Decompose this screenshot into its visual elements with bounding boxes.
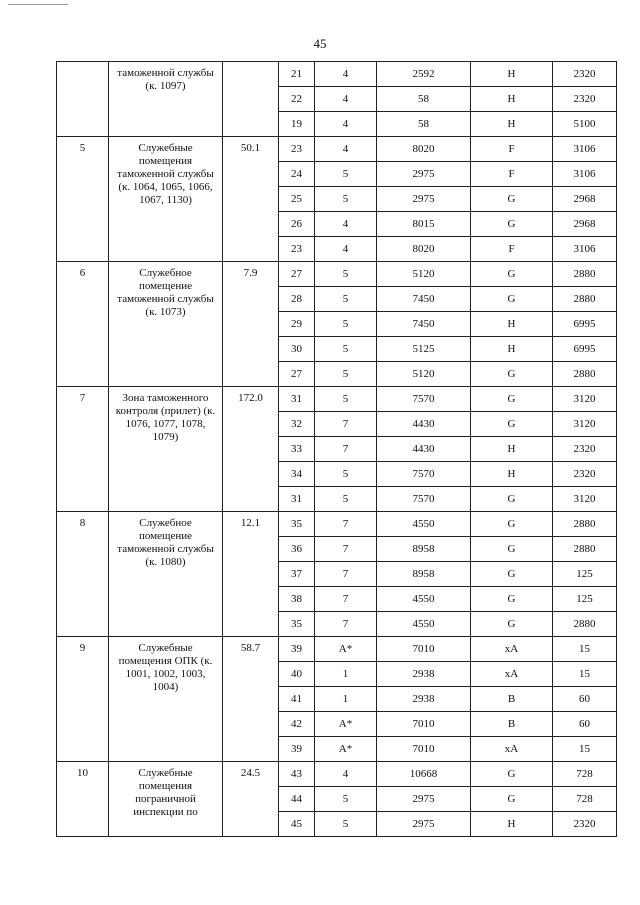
value-cell-col-5: 728 [553,787,617,812]
value-cell-col-2: 5 [315,312,377,337]
value-cell-col-3: 4550 [377,612,471,637]
room-description-cell: Служебное помещение таможенной службы (к. 1073) [109,262,223,387]
value-cell-col-5: 2968 [553,187,617,212]
value-cell-col-4: F [471,137,553,162]
value-cell-col-5: 2880 [553,512,617,537]
value-cell-col-3: 10668 [377,762,471,787]
room-area-cell: 172.0 [223,387,279,512]
value-cell-col-2: 4 [315,212,377,237]
value-cell-col-4: H [471,112,553,137]
value-cell-col-4: G [471,387,553,412]
table-row [57,512,617,537]
room-description-cell: Зона таможенного контроля (прилет) (к. 1076, 1077, 1078, 1079) [109,387,223,512]
value-cell-col-1: 41 [279,687,315,712]
value-cell-col-1: 34 [279,462,315,487]
page-number: 45 [313,36,327,51]
value-cell-col-2: 5 [315,187,377,212]
value-cell-col-1: 45 [279,812,315,837]
value-cell-col-4: F [471,237,553,262]
value-cell-col-3: 7010 [377,737,471,762]
value-cell-col-1: 37 [279,562,315,587]
value-cell-col-2: 7 [315,587,377,612]
value-cell-col-5: 3106 [553,137,617,162]
value-cell-col-1: 33 [279,437,315,462]
value-cell-col-2: 4 [315,237,377,262]
value-cell-col-3: 2975 [377,187,471,212]
value-cell-col-5: 6995 [553,312,617,337]
value-cell-col-5: 2968 [553,212,617,237]
value-cell-col-1: 35 [279,612,315,637]
value-cell-col-5: 2880 [553,537,617,562]
value-cell-col-4: G [471,612,553,637]
value-cell-col-2: A* [315,737,377,762]
value-cell-col-1: 42 [279,712,315,737]
value-cell-col-4: H [471,812,553,837]
value-cell-col-3: 7570 [377,487,471,512]
value-cell-col-2: 4 [315,62,377,87]
value-cell-col-3: 58 [377,87,471,112]
value-cell-col-1: 39 [279,637,315,662]
room-description-cell: Служебные помещения пограничной инспекции по [109,762,223,837]
value-cell-col-1: 35 [279,512,315,537]
value-cell-col-5: 3120 [553,387,617,412]
value-cell-col-4: H [471,462,553,487]
value-cell-col-3: 7010 [377,637,471,662]
room-area-cell: 50.1 [223,137,279,262]
value-cell-col-3: 4550 [377,587,471,612]
room-number-cell: 7 [57,387,109,512]
value-cell-col-1: 25 [279,187,315,212]
value-cell-col-1: 43 [279,762,315,787]
value-cell-col-4: G [471,512,553,537]
value-cell-col-1: 24 [279,162,315,187]
room-area-cell: 7.9 [223,262,279,387]
value-cell-col-1: 19 [279,112,315,137]
value-cell-col-4: G [471,362,553,387]
value-cell-col-1: 21 [279,62,315,87]
value-cell-col-1: 28 [279,287,315,312]
value-cell-col-4: G [471,212,553,237]
room-number-cell: 9 [57,637,109,762]
table-row [57,262,617,287]
room-area-cell [223,62,279,137]
value-cell-col-3: 7450 [377,287,471,312]
value-cell-col-5: 3106 [553,237,617,262]
room-number-cell: 5 [57,137,109,262]
value-cell-col-5: 125 [553,562,617,587]
value-cell-col-3: 4550 [377,512,471,537]
scan-corner-mark [8,4,68,5]
value-cell-col-3: 8020 [377,137,471,162]
value-cell-col-2: A* [315,712,377,737]
room-description-cell: Служебные помещения таможенной службы (к. 1064, 1065, 1066, 1067, 1130) [109,137,223,262]
value-cell-col-2: 4 [315,137,377,162]
room-number-cell: 10 [57,762,109,837]
room-number-cell: 8 [57,512,109,637]
value-cell-col-3: 8958 [377,537,471,562]
value-cell-col-1: 23 [279,137,315,162]
value-cell-col-1: 27 [279,262,315,287]
value-cell-col-3: 2592 [377,62,471,87]
value-cell-col-3: 7010 [377,712,471,737]
value-cell-col-1: 27 [279,362,315,387]
value-cell-col-2: 7 [315,412,377,437]
value-cell-col-5: 3120 [553,412,617,437]
room-number-cell [57,62,109,137]
value-cell-col-2: 5 [315,287,377,312]
value-cell-col-3: 8020 [377,237,471,262]
value-cell-col-2: 5 [315,812,377,837]
value-cell-col-2: 5 [315,362,377,387]
value-cell-col-1: 44 [279,787,315,812]
value-cell-col-2: 5 [315,387,377,412]
value-cell-col-4: G [471,787,553,812]
value-cell-col-3: 5120 [377,362,471,387]
value-cell-col-4: G [471,487,553,512]
room-description-cell: таможенной службы (к. 1097) [109,62,223,137]
value-cell-col-2: 5 [315,162,377,187]
value-cell-col-4: G [471,412,553,437]
table-row [57,637,617,662]
value-cell-col-1: 40 [279,662,315,687]
value-cell-col-5: 2320 [553,62,617,87]
value-cell-col-4: H [471,87,553,112]
value-cell-col-5: 2320 [553,437,617,462]
value-cell-col-5: 2320 [553,812,617,837]
value-cell-col-3: 58 [377,112,471,137]
table-row [57,762,617,787]
table-row [57,387,617,412]
zones-table [56,61,617,837]
value-cell-col-3: 7570 [377,462,471,487]
value-cell-col-4: G [471,562,553,587]
value-cell-col-2: 7 [315,512,377,537]
value-cell-col-5: 125 [553,587,617,612]
value-cell-col-2: 7 [315,562,377,587]
value-cell-col-4: B [471,687,553,712]
value-cell-col-4: xA [471,637,553,662]
value-cell-col-1: 26 [279,212,315,237]
value-cell-col-4: H [471,437,553,462]
value-cell-col-1: 39 [279,737,315,762]
value-cell-col-1: 31 [279,387,315,412]
value-cell-col-5: 2320 [553,87,617,112]
value-cell-col-3: 2975 [377,162,471,187]
value-cell-col-1: 36 [279,537,315,562]
value-cell-col-5: 2880 [553,262,617,287]
value-cell-col-2: 5 [315,337,377,362]
value-cell-col-2: 4 [315,112,377,137]
value-cell-col-3: 2938 [377,687,471,712]
value-cell-col-2: 5 [315,787,377,812]
value-cell-col-5: 2320 [553,462,617,487]
value-cell-col-2: 7 [315,437,377,462]
value-cell-col-3: 2975 [377,787,471,812]
value-cell-col-3: 7570 [377,387,471,412]
value-cell-col-2: 7 [315,612,377,637]
value-cell-col-4: H [471,312,553,337]
value-cell-col-5: 3106 [553,162,617,187]
table-row [57,137,617,162]
room-description-cell: Служебные помещения ОПК (к. 1001, 1002, 1003, 1004) [109,637,223,762]
value-cell-col-1: 22 [279,87,315,112]
room-area-cell: 24.5 [223,762,279,837]
value-cell-col-3: 5120 [377,262,471,287]
value-cell-col-1: 38 [279,587,315,612]
value-cell-col-5: 3120 [553,487,617,512]
value-cell-col-2: 4 [315,762,377,787]
value-cell-col-1: 29 [279,312,315,337]
value-cell-col-4: H [471,62,553,87]
value-cell-col-3: 4430 [377,437,471,462]
value-cell-col-1: 30 [279,337,315,362]
value-cell-col-5: 2880 [553,287,617,312]
value-cell-col-5: 15 [553,637,617,662]
value-cell-col-4: xA [471,662,553,687]
value-cell-col-4: G [471,262,553,287]
table-row [57,62,617,87]
value-cell-col-2: 5 [315,487,377,512]
value-cell-col-5: 2880 [553,612,617,637]
value-cell-col-5: 60 [553,712,617,737]
value-cell-col-4: G [471,187,553,212]
value-cell-col-2: 1 [315,687,377,712]
value-cell-col-3: 7450 [377,312,471,337]
value-cell-col-5: 6995 [553,337,617,362]
value-cell-col-5: 2880 [553,362,617,387]
value-cell-col-5: 60 [553,687,617,712]
value-cell-col-2: 1 [315,662,377,687]
value-cell-col-4: G [471,537,553,562]
value-cell-col-3: 2975 [377,812,471,837]
room-area-cell: 12.1 [223,512,279,637]
room-area-cell: 58.7 [223,637,279,762]
value-cell-col-1: 31 [279,487,315,512]
value-cell-col-4: F [471,162,553,187]
room-description-cell: Служебное помещение таможенной службы (к. 1080) [109,512,223,637]
value-cell-col-5: 15 [553,662,617,687]
value-cell-col-3: 4430 [377,412,471,437]
value-cell-col-4: B [471,712,553,737]
value-cell-col-4: G [471,762,553,787]
value-cell-col-4: xA [471,737,553,762]
value-cell-col-2: 5 [315,462,377,487]
value-cell-col-2: 7 [315,537,377,562]
value-cell-col-2: 4 [315,87,377,112]
value-cell-col-4: G [471,287,553,312]
value-cell-col-3: 2938 [377,662,471,687]
value-cell-col-4: G [471,587,553,612]
room-number-cell: 6 [57,262,109,387]
value-cell-col-4: H [471,337,553,362]
value-cell-col-5: 15 [553,737,617,762]
value-cell-col-5: 5100 [553,112,617,137]
value-cell-col-3: 8015 [377,212,471,237]
value-cell-col-3: 5125 [377,337,471,362]
value-cell-col-5: 728 [553,762,617,787]
value-cell-col-1: 32 [279,412,315,437]
value-cell-col-2: A* [315,637,377,662]
value-cell-col-3: 8958 [377,562,471,587]
value-cell-col-1: 23 [279,237,315,262]
value-cell-col-2: 5 [315,262,377,287]
